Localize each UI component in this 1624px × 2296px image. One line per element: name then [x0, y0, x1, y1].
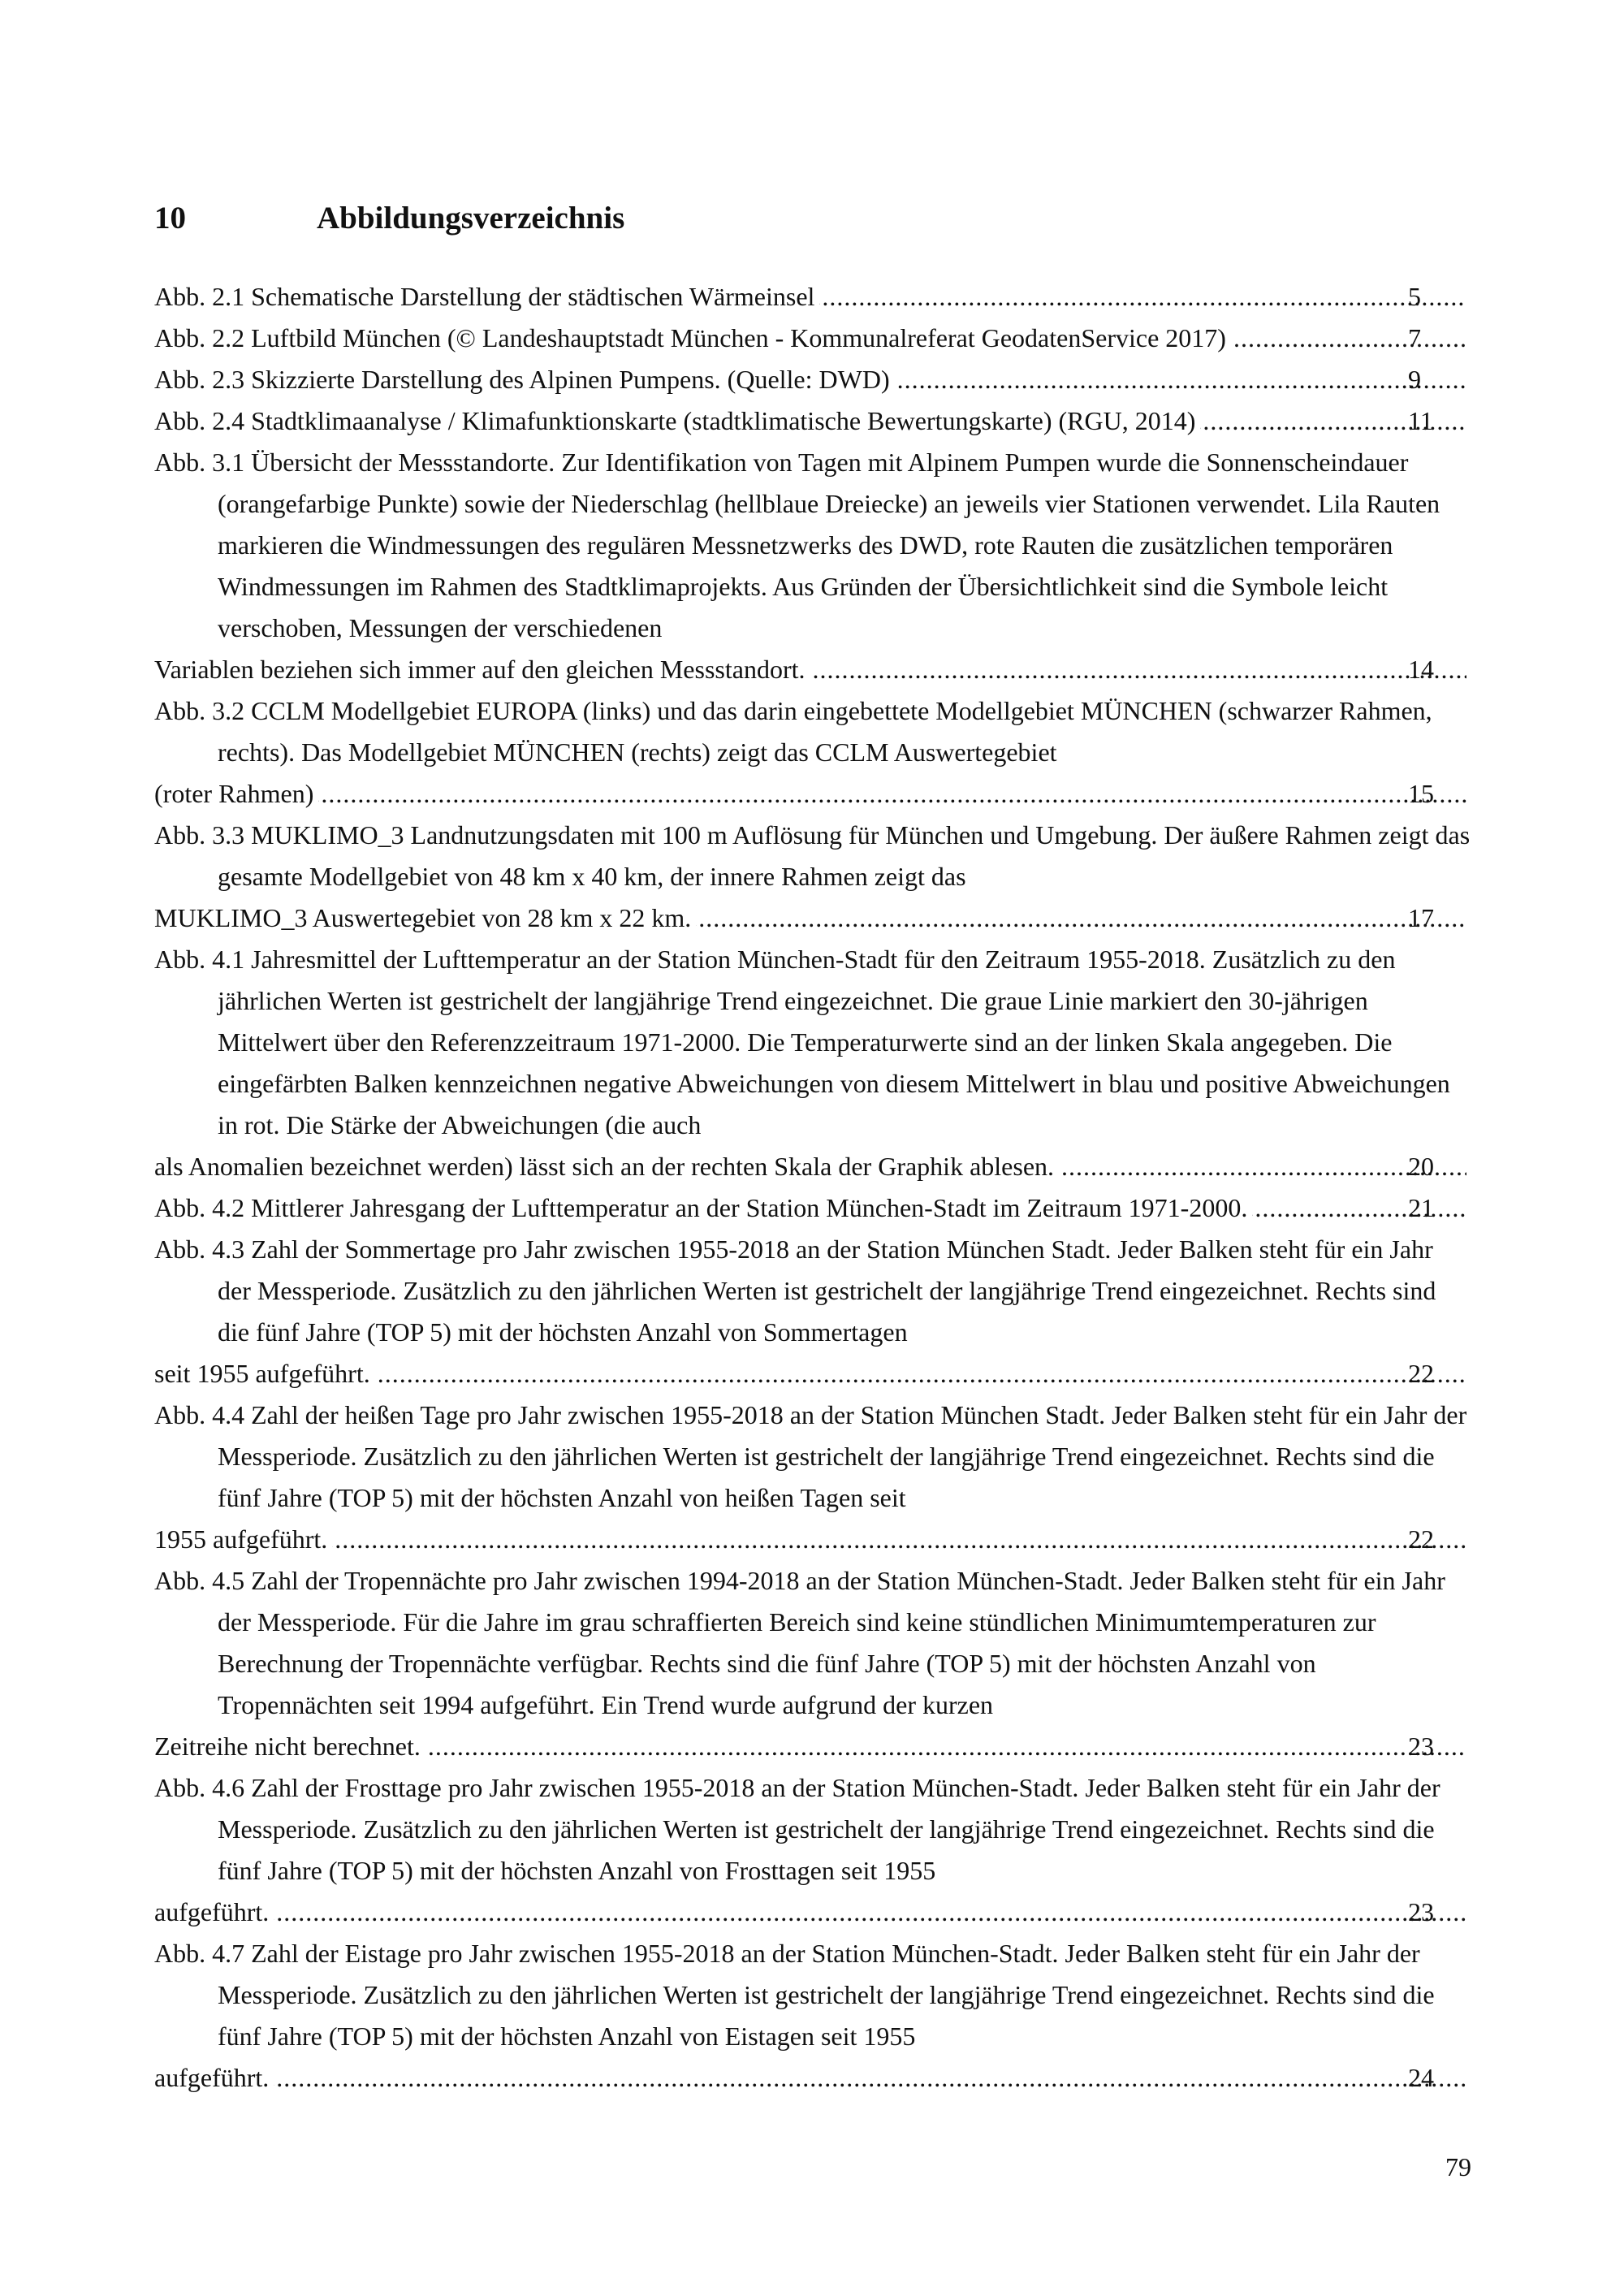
section-title: Abbildungsverzeichnis — [317, 201, 625, 236]
figure-list — [154, 276, 1471, 2099]
figure-entry-2-2[interactable]: Abb. 2.2 Luftbild München (© Landeshauptstadt München - Kommunalreferat GeodatenService 2017) ..... 7 — [154, 318, 1471, 359]
figure-caption-end: aufgeführt. — [154, 2063, 270, 2092]
leader-dots — [1252, 1187, 1466, 1229]
figure-caption: Abb. 4.3 Zahl der Sommertage pro Jahr zwischen 1955-2018 an der Station München Stadt. Jeder Balken steht für ein Jahr der Messperiode. Zusätzlich zu den jährlichen Werten ist gestrichelt der langjährige Trend eingezeichnet. Rechts sind die fünf Jahre (TOP 5) mit der höchsten Anzahl von Sommertagen — [154, 1234, 1436, 1347]
leader-dots — [895, 359, 1466, 400]
figure-caption-end: 1955 aufgeführt. — [154, 1524, 328, 1554]
figure-entry-2-1[interactable]: Abb. 2.1 Schematische Darstellung der städtischen Wärmeinsel ..... 5 — [154, 276, 1471, 318]
figure-caption: Abb. 4.7 Zahl der Eistage pro Jahr zwischen 1955-2018 an der Station München-Stadt. Jeder Balken steht für ein Jahr der Messperiode. Zusätzlich zu den jährlichen Werten ist gestrichelt der langjährige Trend eingezeichnet. Rechts sind die fünf Jahre (TOP 5) mit der höchsten Anzahl von Eistagen seit 1955 — [154, 1939, 1435, 2051]
leader-dots — [696, 897, 1466, 939]
figure-caption: Abb. 2.2 Luftbild München (© Landeshauptstadt München - Kommunalreferat GeodatenService 2017) — [154, 323, 1226, 352]
figure-caption: Abb. 2.1 Schematische Darstellung der städtischen Wärmeinsel — [154, 282, 815, 311]
figure-entry-3-3[interactable]: Abb. 3.3 MUKLIMO_3 Landnutzungsdaten mit 100 m Auflösung für München und Umgebung. Der äußere Rahmen zeigt das gesamte Modellgebiet von 48 km x 40 km, der innere Rahmen zeigt das MUKLIMO_3 Auswertegebiet von 28 km x 22 km. ..... 17 — [154, 815, 1471, 939]
leader-dots — [318, 773, 1466, 815]
figure-caption: Abb. 2.3 Skizzierte Darstellung des Alpinen Pumpens. (Quelle: DWD) — [154, 365, 890, 394]
figure-entry-4-6[interactable]: Abb. 4.6 Zahl der Frosttage pro Jahr zwischen 1955-2018 an der Station München-Stadt. Jeder Balken steht für ein Jahr der Messperiode. Zusätzlich zu den jährlichen Werten ist gestrichelt der langjährige Trend eingezeichnet. Rechts sind die fünf Jahre (TOP 5) mit der höchsten Anzahl von Frosttagen seit 1955 aufgeführt. ..... 23 — [154, 1767, 1471, 1933]
leader-dots — [819, 276, 1466, 318]
figure-entry-4-5[interactable]: Abb. 4.5 Zahl der Tropennächte pro Jahr zwischen 1994-2018 an der Station München-Stadt. Jeder Balken steht für ein Jahr der Messperiode. Für die Jahre im grau schraffierten Bereich sind keine stündlichen Minimumtemperaturen zur Berechnung der Tropennächte verfügbar. Rechts sind die fünf Jahre (TOP 5) mit der höchsten Anzahl von Tropennächten seit 1994 aufgeführt. Ein Trend wurde aufgrund der kurzen Zeitreihe nicht berechnet. ..... 23 — [154, 1560, 1471, 1767]
figure-caption-end: Zeitreihe nicht berechnet. — [154, 1732, 421, 1761]
leader-dots — [1059, 1146, 1466, 1187]
leader-dots — [810, 649, 1467, 690]
figure-caption-end: MUKLIMO_3 Auswertegebiet von 28 km x 22 km. — [154, 903, 692, 932]
section-number: 10 — [154, 201, 186, 236]
leader-dots — [375, 1353, 1466, 1394]
figure-entry-3-1[interactable]: Abb. 3.1 Übersicht der Messstandorte. Zur Identifikation von Tagen mit Alpinem Pumpen wurde die Sonnenscheindauer (orangefarbige Punkte) sowie der Niederschlag (hellblaue Dreiecke) an jeweils vier Stationen verwendet. Lila Rauten markieren die Windmessungen des regulären Messnetzwerks des DWD, rote Rauten die zusätzlichen temporären Windmessungen im Rahmen des Stadtklimaprojekts. Aus Gründen der Übersichtlichkeit sind die Symbole leicht verschoben, Messungen der verschiedenen Variablen beziehen sich immer auf den gleichen Messstandort. ..... 14 — [154, 442, 1471, 690]
figure-caption: Abb. 4.1 Jahresmittel der Lufttemperatur an der Station München-Stadt für den Zeitraum 1955-2018. Zusätzlich zu den jährlichen Werten ist gestrichelt der langjährige Trend eingezeichnet. Die graue Linie markiert den 30-jährigen Mittelwert über den Referenzzeitraum 1971-2000. Die Temperaturwerte sind an der linken Skala angegeben. Die eingefärbten Balken kennzeichnen negative Abweichungen von diesem Mittelwert in blau und positive Abweichungen in rot. Die Stärke der Abweichungen (die auch — [154, 945, 1450, 1139]
leader-dots — [425, 1726, 1466, 1767]
figure-caption-end: (roter Rahmen) — [154, 779, 314, 808]
figure-caption: Abb. 3.2 CCLM Modellgebiet EUROPA (links) und das darin eingebettete Modellgebiet MÜNCHEN (schwarzer Rahmen, rechts). Das Modellgebiet MÜNCHEN (rechts) zeigt das CCLM Auswertegebiet — [154, 696, 1432, 767]
leader-dots — [274, 2057, 1466, 2099]
leader-dots — [1231, 318, 1466, 359]
figure-entry-3-2[interactable]: Abb. 3.2 CCLM Modellgebiet EUROPA (links) und das darin eingebettete Modellgebiet MÜNCHEN (schwarzer Rahmen, rechts). Das Modellgebiet MÜNCHEN (rechts) zeigt das CCLM Auswertegebiet (roter Rahmen) ..... 15 — [154, 690, 1471, 815]
figure-entry-4-7[interactable]: Abb. 4.7 Zahl der Eistage pro Jahr zwischen 1955-2018 an der Station München-Stadt. Jeder Balken steht für ein Jahr der Messperiode. Zusätzlich zu den jährlichen Werten ist gestrichelt der langjährige Trend eingezeichnet. Rechts sind die fünf Jahre (TOP 5) mit der höchsten Anzahl von Eistagen seit 1955 aufgeführt. ..... 24 — [154, 1933, 1471, 2099]
figure-caption-end: Variablen beziehen sich immer auf den gleichen Messstandort. — [154, 655, 806, 684]
section-heading — [154, 200, 624, 236]
figure-entry-4-3[interactable]: Abb. 4.3 Zahl der Sommertage pro Jahr zwischen 1955-2018 an der Station München Stadt. Jeder Balken steht für ein Jahr der Messperiode. Zusätzlich zu den jährlichen Werten ist gestrichelt der langjährige Trend eingezeichnet. Rechts sind die fünf Jahre (TOP 5) mit der höchsten Anzahl von Sommertagen seit 1955 aufgeführt. ..... 22 — [154, 1229, 1471, 1394]
figure-caption: Abb. 4.2 Mittlerer Jahresgang der Lufttemperatur an der Station München-Stadt im Zeitraum 1971-2000. — [154, 1193, 1248, 1222]
figure-caption: Abb. 2.4 Stadtklimaanalyse / Klimafunktionskarte (stadtklimatische Bewertungskarte) (RGU, 2014) — [154, 406, 1196, 435]
figure-caption: Abb. 3.3 MUKLIMO_3 Landnutzungsdaten mit 100 m Auflösung für München und Umgebung. Der äußere Rahmen zeigt das gesamte Modellgebiet von 48 km x 40 km, der innere Rahmen zeigt das — [154, 820, 1471, 891]
figure-caption: Abb. 4.6 Zahl der Frosttage pro Jahr zwischen 1955-2018 an der Station München-Stadt. Jeder Balken steht für ein Jahr der Messperiode. Zusätzlich zu den jährlichen Werten ist gestrichelt der langjährige Trend eingezeichnet. Rechts sind die fünf Jahre (TOP 5) mit der höchsten Anzahl von Frosttagen seit 1955 — [154, 1773, 1440, 1885]
figure-entry-4-1[interactable]: Abb. 4.1 Jahresmittel der Lufttemperatur an der Station München-Stadt für den Zeitraum 1955-2018. Zusätzlich zu den jährlichen Werten ist gestrichelt der langjährige Trend eingezeichnet. Die graue Linie markiert den 30-jährigen Mittelwert über den Referenzzeitraum 1971-2000. Die Temperaturwerte sind an der linken Skala angegeben. Die eingefärbten Balken kennzeichnen negative Abweichungen von diesem Mittelwert in blau und positive Abweichungen in rot. Die Stärke der Abweichungen (die auch als Anomalien bezeichnet werden) lässt sich an der rechten Skala der Graphik ablesen. ..... 20 — [154, 939, 1471, 1187]
figure-entry-2-3[interactable]: Abb. 2.3 Skizzierte Darstellung des Alpinen Pumpens. (Quelle: DWD) ..... 9 — [154, 359, 1471, 400]
figure-caption-end: als Anomalien bezeichnet werden) lässt sich an der rechten Skala der Graphik ablesen. — [154, 1152, 1055, 1181]
page-number: 79 — [1445, 2152, 1471, 2181]
figure-caption-end: seit 1955 aufgeführt. — [154, 1359, 370, 1388]
figure-entry-2-4[interactable]: Abb. 2.4 Stadtklimaanalyse / Klimafunktionskarte (stadtklimatische Bewertungskarte) (RGU, 2014) ..... 11 — [154, 400, 1471, 442]
figure-caption: Abb. 3.1 Übersicht der Messstandorte. Zur Identifikation von Tagen mit Alpinem Pumpen wurde die Sonnenscheindauer (orangefarbige Punkte) sowie der Niederschlag (hellblaue Dreiecke) an jeweils vier Stationen verwendet. Lila Rauten markieren die Windmessungen des regulären Messnetzwerks des DWD, rote Rauten die zusätzlichen temporären Windmessungen im Rahmen des Stadtklimaprojekts. Aus Gründen der Übersichtlichkeit sind die Symbole leicht verschoben, Messungen der verschiedenen — [154, 448, 1440, 642]
figure-caption: Abb. 4.4 Zahl der heißen Tage pro Jahr zwischen 1955-2018 an der Station München Stadt. Jeder Balken steht für ein Jahr der Messperiode. Zusätzlich zu den jährlichen Werten ist gestrichelt der langjährige Trend eingezeichnet. Rechts sind die fünf Jahre (TOP 5) mit der höchsten Anzahl von heißen Tagen seit — [154, 1400, 1467, 1512]
figure-caption-end: aufgeführt. — [154, 1897, 270, 1926]
figure-caption: Abb. 4.5 Zahl der Tropennächte pro Jahr zwischen 1994-2018 an der Station München-Stadt. Jeder Balken steht für ein Jahr der Messperiode. Für die Jahre im grau schraffierten Bereich sind keine stündlichen Minimumtemperaturen zur Berechnung der Tropennächte verfügbar. Rechts sind die fünf Jahre (TOP 5) mit der höchsten Anzahl von Tropennächten seit 1994 aufgeführt. Ein Trend wurde aufgrund der kurzen — [154, 1566, 1445, 1719]
leader-dots — [274, 1892, 1466, 1933]
figure-entry-4-4[interactable]: Abb. 4.4 Zahl der heißen Tage pro Jahr zwischen 1955-2018 an der Station München Stadt. Jeder Balken steht für ein Jahr der Messperiode. Zusätzlich zu den jährlichen Werten ist gestrichelt der langjährige Trend eingezeichnet. Rechts sind die fünf Jahre (TOP 5) mit der höchsten Anzahl von heißen Tagen seit 1955 aufgeführt. ..... 22 — [154, 1394, 1471, 1560]
figure-entry-4-2[interactable]: Abb. 4.2 Mittlerer Jahresgang der Lufttemperatur an der Station München-Stadt im Zeitraum 1971-2000. ..... 21 — [154, 1187, 1471, 1229]
leader-dots — [332, 1519, 1466, 1560]
